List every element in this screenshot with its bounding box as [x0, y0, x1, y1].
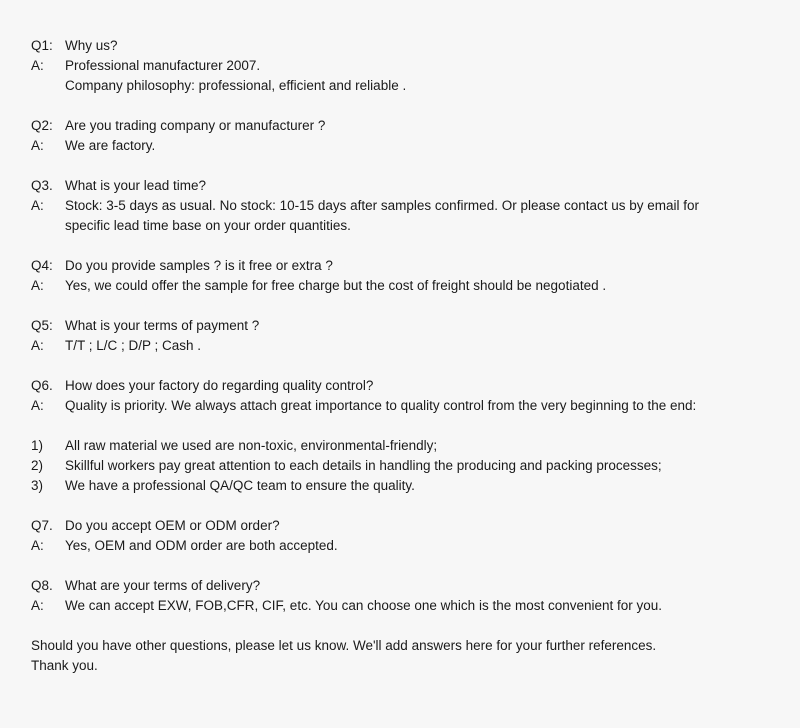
text-line: Stock: 3-5 days as usual. No stock: 10-15 days after samples confirmed. Or please contact us by email for [65, 198, 700, 213]
row-text [65, 176, 778, 196]
text-line: Yes, OEM and ODM order are both accepted. [65, 538, 338, 553]
row-label: Q8. [31, 578, 53, 593]
row-text [65, 576, 778, 596]
row-label: Q3. [31, 178, 53, 193]
faq-section [31, 516, 778, 556]
row-label: A: [31, 58, 44, 73]
row-label: Q1: [31, 38, 53, 53]
row-label: Q6. [31, 378, 53, 393]
faq-row [31, 136, 778, 156]
faq-section [31, 36, 778, 96]
row-text [65, 116, 778, 136]
row-label: A: [31, 338, 44, 353]
text-line: Company philosophy: professional, efficient and reliable . [65, 78, 407, 93]
text-line: Yes, we could offer the sample for free charge but the cost of freight should be negotiated . [65, 278, 607, 293]
row-label: 3) [31, 478, 44, 493]
row-label: A: [31, 538, 44, 553]
faq-body [31, 36, 778, 616]
faq-section [31, 376, 778, 416]
faq-row [31, 256, 778, 276]
text-line: What are your terms of delivery? [65, 578, 261, 593]
row-text [65, 336, 778, 356]
faq-row [31, 36, 778, 56]
text-line: Skillful workers pay great attention to each details in handling the producing and packing processes; [65, 458, 662, 473]
row-text [65, 436, 778, 456]
faq-row [31, 196, 778, 236]
faq-section [31, 316, 778, 356]
row-label: Q2: [31, 118, 53, 133]
faq-row [31, 516, 778, 536]
row-text [65, 516, 778, 536]
row-label: 1) [31, 438, 44, 453]
faq-row [31, 456, 778, 476]
row-label: Q4: [31, 258, 53, 273]
faq-section [31, 176, 778, 236]
row-text [65, 396, 778, 416]
text-line: All raw material we used are non-toxic, environmental-friendly; [65, 438, 438, 453]
faq-row [31, 536, 778, 556]
text-line: Are you trading company or manufacturer ? [65, 118, 326, 133]
row-text [65, 536, 778, 556]
faq-row [31, 336, 778, 356]
text-line: What is your lead time? [65, 178, 207, 193]
faq-row [31, 316, 778, 336]
text-line: How does your factory do regarding quality control? [65, 378, 374, 393]
faq-row [31, 176, 778, 196]
text-line: Why us? [65, 38, 118, 53]
text-line: We have a professional QA/QC team to ensure the quality. [65, 478, 415, 493]
row-text [65, 596, 778, 616]
row-label: A: [31, 598, 44, 613]
text-line: Do you provide samples ? is it free or extra ? [65, 258, 333, 273]
text-line: T/T ; L/C ; D/P ; Cash . [65, 338, 202, 353]
text-line: We can accept EXW, FOB,CFR, CIF, etc. You can choose one which is the most convenient for you. [65, 598, 663, 613]
faq-row [31, 276, 778, 296]
faq-row [31, 596, 778, 616]
row-text [65, 456, 778, 476]
faq-row [31, 56, 778, 96]
row-text [65, 196, 778, 236]
footer-line: Thank you. [31, 658, 98, 673]
row-label: A: [31, 138, 44, 153]
text-line: We are factory. [65, 138, 156, 153]
row-text [65, 36, 778, 56]
text-line: Quality is priority. We always attach great importance to quality control from the very beginning to the end: [65, 398, 697, 413]
row-label: Q5: [31, 318, 53, 333]
row-text [65, 56, 778, 96]
row-label: A: [31, 278, 44, 293]
faq-row [31, 436, 778, 456]
row-label: A: [31, 398, 44, 413]
row-text [65, 476, 778, 496]
faq-footer [31, 636, 778, 676]
row-label: A: [31, 198, 44, 213]
faq-row [31, 116, 778, 136]
row-text [65, 136, 778, 156]
row-text [65, 376, 778, 396]
faq-row [31, 396, 778, 416]
faq-section [31, 436, 778, 496]
faq-section [31, 256, 778, 296]
text-line: Do you accept OEM or ODM order? [65, 518, 280, 533]
faq-section [31, 576, 778, 616]
faq-row [31, 476, 778, 496]
row-text [65, 256, 778, 276]
row-label: 2) [31, 458, 44, 473]
footer-line: Should you have other questions, please let us know. We'll add answers here for your further references. [31, 638, 657, 653]
text-line: Professional manufacturer 2007. [65, 58, 261, 73]
faq-row [31, 376, 778, 396]
faq-row [31, 576, 778, 596]
row-label: Q7. [31, 518, 53, 533]
text-line: What is your terms of payment ? [65, 318, 260, 333]
faq-section [31, 116, 778, 156]
text-line: specific lead time base on your order quantities. [65, 218, 351, 233]
row-text [65, 276, 778, 296]
row-text [65, 316, 778, 336]
